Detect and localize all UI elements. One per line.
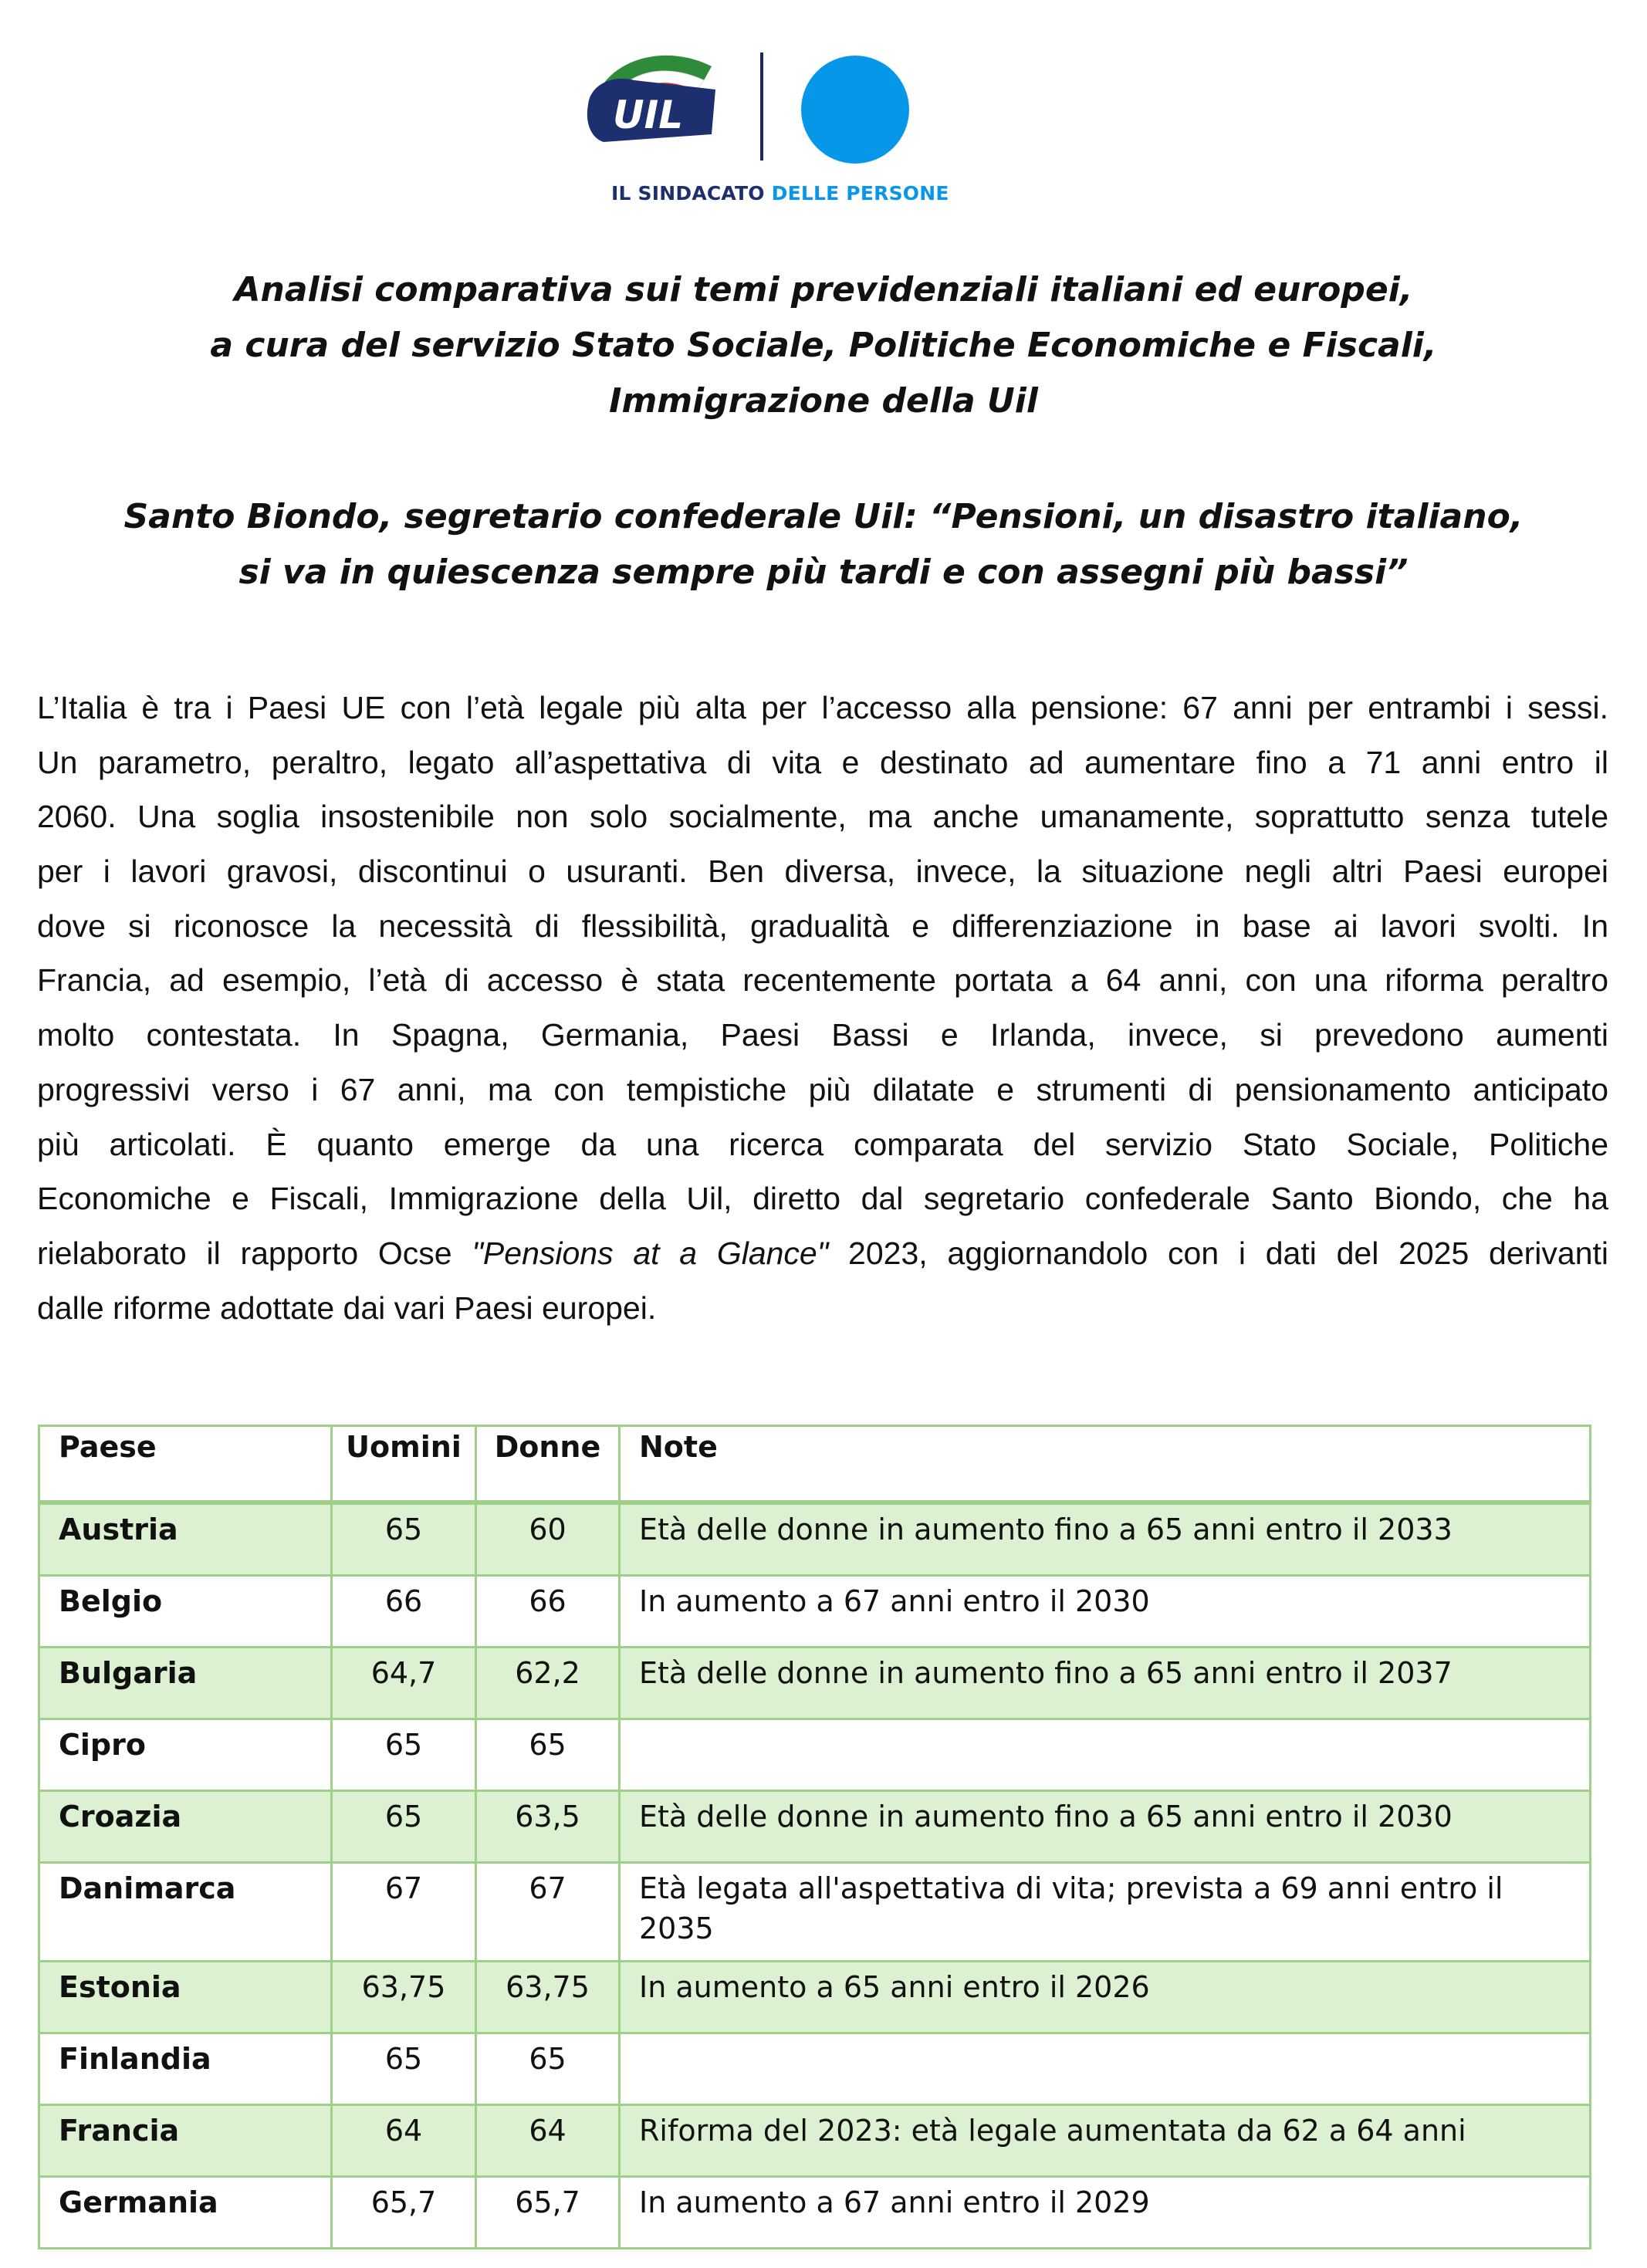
- body-line: molto contestata. In Spagna, Germania, Paesi Bassi e Irlanda, invece, si prevedono aumenti: [37, 1017, 1608, 1053]
- cell-note: [620, 1719, 1591, 1791]
- cell-paese: Danimarca: [39, 1863, 332, 1962]
- table-row: [39, 2177, 1591, 2249]
- cell-donne: 65,7: [476, 2177, 620, 2249]
- table-row: [39, 1719, 1591, 1791]
- cell-paese: Germania: [39, 2177, 332, 2249]
- cell-donne: 66: [476, 1576, 620, 1648]
- cell-donne: 65: [476, 1719, 620, 1791]
- body-line: 2060. Una soglia insostenibile non solo socialmente, ma anche umanamente, soprattutto senza tutele: [37, 799, 1608, 835]
- cell-uomini: 67: [332, 1863, 476, 1962]
- table-row: [39, 2033, 1591, 2105]
- cell-note: Età delle donne in aumento fino a 65 anni entro il 2033: [620, 1502, 1591, 1576]
- body-line: [37, 1226, 1608, 1281]
- cell-donne: 65: [476, 2033, 620, 2105]
- body-line: più articolati. È quanto emerge da una ricerca comparata del servizio Stato Sociale, Politiche: [37, 1126, 1608, 1162]
- uil-logo-text: UIL: [613, 93, 684, 137]
- body-line: Economiche e Fiscali, Immigrazione della Uil, diretto dal segretario confederale Santo Biondo, che ha: [37, 1181, 1608, 1217]
- table-row: [39, 1576, 1591, 1648]
- body-line: per i lavori gravosi, discontinui o usuranti. Ben diversa, invece, la situazione negli altri Paesi europei: [37, 853, 1608, 890]
- cell-uomini: 65: [332, 2033, 476, 2105]
- cell-donne: 63,75: [476, 1962, 620, 2033]
- cell-note: In aumento a 67 anni entro il 2030: [620, 1576, 1591, 1648]
- cell-note: [620, 2033, 1591, 2105]
- cell-paese: Francia: [39, 2105, 332, 2177]
- cell-uomini: 64: [332, 2105, 476, 2177]
- body-text-fragment: rielaborato il rapporto Ocse: [37, 1235, 472, 1271]
- body-line: dalle riforme adottate dai vari Paesi europei.: [37, 1289, 657, 1326]
- table-row: [39, 1863, 1591, 1962]
- cell-uomini: 66: [332, 1576, 476, 1648]
- header-paese: Paese: [39, 1426, 332, 1503]
- main-title-line: Analisi comparativa sui temi previdenziali italiani ed europei,: [234, 270, 1413, 309]
- body-paragraph: [37, 681, 1608, 1335]
- main-title: [0, 262, 1647, 429]
- subtitle-line: si va in quiescenza sempre più tardi e con assegni più bassi”: [238, 553, 1409, 592]
- table-row: [39, 2105, 1591, 2177]
- logo-divider: [760, 52, 763, 161]
- body-line: L’Italia è tra i Paesi UE con l’età legale più alta per l’accesso alla pensione: 67 anni per entrambi i sessi.: [37, 690, 1608, 725]
- table-row: [39, 1502, 1591, 1576]
- cell-uomini: 63,75: [332, 1962, 476, 2033]
- pension-age-table: [38, 1425, 1591, 2249]
- cell-paese: Cipro: [39, 1719, 332, 1791]
- cell-paese: Bulgaria: [39, 1648, 332, 1719]
- cell-paese: Austria: [39, 1502, 332, 1576]
- cell-donne: 64: [476, 2105, 620, 2177]
- table-row: [39, 1791, 1591, 1863]
- body-line: dove si riconosce la necessità di flessibilità, gradualità e differenziazione in base ai lavori svolti. In: [37, 908, 1608, 944]
- cell-uomini: 65: [332, 1719, 476, 1791]
- cell-uomini: 65: [332, 1502, 476, 1576]
- report-title: "Pensions at a Glance": [472, 1235, 829, 1271]
- cell-donne: 60: [476, 1502, 620, 1576]
- cell-uomini: 65,7: [332, 2177, 476, 2249]
- cell-paese: Croazia: [39, 1791, 332, 1863]
- cell-donne: 63,5: [476, 1791, 620, 1863]
- body-text-fragment: 2023, aggiornandolo con i dati del 2025 derivanti: [828, 1235, 1608, 1271]
- main-title-line: Immigrazione della Uil: [609, 381, 1038, 421]
- logo-tagline: [611, 182, 966, 204]
- cell-note: Età delle donne in aumento fino a 65 anni entro il 2037: [620, 1648, 1591, 1719]
- blue-circle-icon: [801, 56, 909, 164]
- cell-donne: 67: [476, 1863, 620, 1962]
- header-uomini: Uomini: [332, 1426, 476, 1503]
- header-donne: Donne: [476, 1426, 620, 1503]
- table-header-row: [39, 1426, 1591, 1503]
- cell-paese: Estonia: [39, 1962, 332, 2033]
- cell-paese: Finlandia: [39, 2033, 332, 2105]
- cell-note: Età legata all'aspettativa di vita; prevista a 69 anni entro il 2035: [620, 1863, 1591, 1962]
- cell-note: In aumento a 65 anni entro il 2026: [620, 1962, 1591, 2033]
- cell-paese: Belgio: [39, 1576, 332, 1648]
- cell-note: Riforma del 2023: età legale aumentata da 62 a 64 anni: [620, 2105, 1591, 2177]
- body-line: Un parametro, peraltro, legato all’aspettativa di vita e destinato ad aumentare fino a 71 anni entro il: [37, 744, 1608, 780]
- subtitle-quote: [0, 489, 1647, 600]
- cell-note: Età delle donne in aumento fino a 65 anni entro il 2030: [620, 1791, 1591, 1863]
- cell-donne: 62,2: [476, 1648, 620, 1719]
- body-line: progressivi verso i 67 anni, ma con tempistiche più dilatate e strumenti di pensionamento anticipato: [37, 1071, 1608, 1107]
- cell-uomini: 64,7: [332, 1648, 476, 1719]
- main-title-line: a cura del servizio Stato Sociale, Politiche Economiche e Fiscali,: [210, 326, 1437, 365]
- cell-note: In aumento a 67 anni entro il 2029: [620, 2177, 1591, 2249]
- tagline-part2: DELLE PERSONE: [771, 182, 949, 204]
- header-note: Note: [620, 1426, 1591, 1503]
- table-row: [39, 1648, 1591, 1719]
- tagline-part1: IL SINDACATO: [611, 182, 772, 204]
- cell-uomini: 65: [332, 1791, 476, 1863]
- table-row: [39, 1962, 1591, 2033]
- uil-logo: [580, 43, 966, 213]
- body-line: Francia, ad esempio, l’età di accesso è stata recentemente portata a 64 anni, con una riforma peraltro: [37, 962, 1608, 999]
- subtitle-line: Santo Biondo, segretario confederale Uil: “Pensioni, un disastro italiano,: [123, 497, 1524, 536]
- uil-emblem-icon: [580, 43, 727, 159]
